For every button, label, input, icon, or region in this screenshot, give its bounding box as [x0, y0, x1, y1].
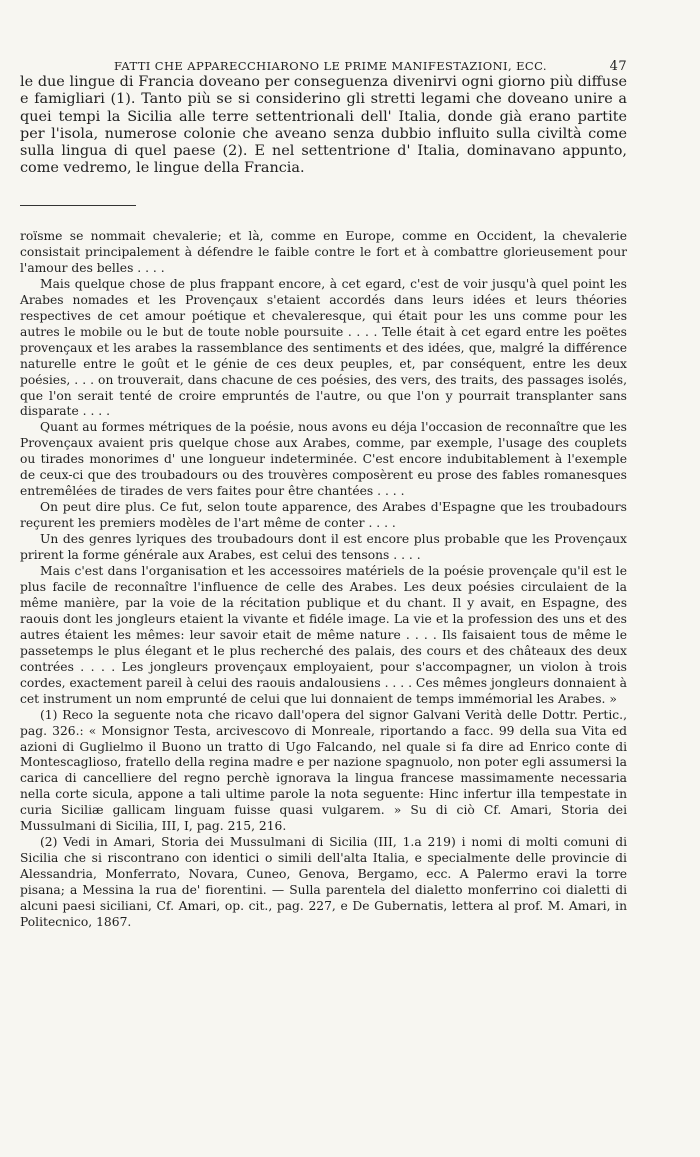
- quote-paragraph: Mais quelque chose de plus frappant encore, à cet egard, c'est de voir jusqu'à quel point les Arabes nomades et les Provençaux s'etaient accordés dans leurs idées et leurs théories respectives de cet amour poétique et chevaleresque, qui était pour les uns comme pour les autres le mobile ou le but de toute noble poursuite . . . . Telle était à cet egard entre les poëtes provençaux et les arabes la rassemblance des sentiments et des idées, que, malgré la différence naturelle entre le goût et le génie de ces deux peuples, et, par conséquent, entre les deux poésies, . . . on trouverait, dans chacune de ces poésies, des vers, des traits, des passages isolés, que l'on serait tenté de croire empruntés de l'autre, ou que l'on y pourrait transplanter sans disparate . . . .: [20, 276, 627, 419]
- footnote-1: (1) Reco la seguente nota che ricavo dall'opera del signor Galvani Verità delle Dottr. Pertic., pag. 326.: « Monsignor Testa, arcivescovo di Monreale, riportando a facc. 99 della sua Vita ed azioni di Guglielmo il Buono un tratto di Ugo Falcando, nel quale si fa dire ad Enrico conte di Montescaglioso, fratello della regina madre e per nazione spagnuolo, non poter egli assumersi la carica di cancelliere del regno perchè ignorava la lingua francese massimamente necessaria nella corte sicula, appone a tali ultime parole la nota seguente: Hinc infertur illa tempestate in curia Siciliæ gallicam linguam fuisse quasi vulgarem. » Su di ciò Cf. Amari, Storia dei Mussulmani di Sicilia, III, I, pag. 215, 216.: [20, 707, 627, 834]
- quote-paragraph: Mais c'est dans l'organisation et les accessoires matériels de la poésie provençale qu'il est le plus facile de reconnaître l'influence de celle des Arabes. Les deux poésies circulaient de la même manière, par la voie de la récitation publique et du chant. Il y avait, en Espagne, des raouis dont les jongleurs etaient la vivante et fidéle image. La vie et la profession des uns et des autres étaient les mêmes: leur savoir etait de même nature . . . . Ils faisaient tous de même le passetemps le plus élegant et le plus recherché des palais, des cours et des châteaux des deux contrées . . . . Les jongleurs provençaux employaient, pour s'accompagner, un violon à trois cordes, exactement pareil à celui des raouis andalousiens . . . . Ces mêmes jongleurs donnaient à cet instrument un nom emprunté de celui que lui donnaient de temps immémorial les Arabes. »: [20, 564, 627, 706]
- footnotes-block: [20, 229, 627, 931]
- running-title: FATTI CHE APPARECCHIARONO LE PRIME MANIFESTAZIONI, ECC.: [114, 59, 547, 73]
- quote-paragraph: Un des genres lyriques des troubadours dont il est encore plus probable que les Provençaux prirent la forme générale aux Arabes, est celui des tensons . . . .: [20, 532, 627, 563]
- page-number: 47: [609, 59, 627, 74]
- quote-paragraph: On peut dire plus. Ce fut, selon toute apparence, des Arabes d'Espagne que les troubadours reçurent les premiers modèles de l'art même de conter . . . .: [20, 500, 627, 531]
- main-paragraph: le due lingue di Francia doveano per conseguenza divenirvi ogni giorno più diffuse e famigliari (1). Tanto più se si considerino gli stretti legami che doveano unire a quei tempi la Sicilia alle terre settentrionali dell' Italia, donde già erano partite per l'isola, numerose colonie che aveano senza dubbio influito sulla civiltà come sulla lingua di quel paese (2). E nel settentrione d' Italia, dominavano appunto, come vedremo, le lingue della Francia.: [20, 74, 627, 177]
- quote-paragraph: Quant au formes métriques de la poésie, nous avons eu déja l'occasion de reconnaître que les Provençaux avaient pris quelque chose aux Arabes, comme, par exemple, l'usage des couplets ou tirades monorimes d' une longueur indeterminée. C'est encore indubitablement à l'exemple de ceux-ci que des troubadours ou des trouvères composèrent eu prose des fables romanesques entremêlées de tirades de vers faites pour être chantées . . . .: [20, 420, 627, 499]
- footnote-2: (2) Vedi in Amari, Storia dei Mussulmani di Sicilia (III, 1.a 219) i nomi di molti comuni di Sicilia che si riscontrano con identici o simili dell'alta Italia, e specialmente delle provincie di Alessandria, Monferrato, Novara, Cuneo, Genova, Bergamo, ecc. A Palermo eravi la torre pisana; a Messina la rua de' fiorentini. — Sulla parentela del dialetto monferrino coi dialetti di alcuni paesi siciliani, Cf. Amari, op. cit., pag. 227, e De Gubernatis, lettera al prof. M. Amari, in Politecnico, 1867.: [20, 835, 627, 929]
- footnote-separator: [20, 205, 136, 206]
- quote-paragraph: roïsme se nommait chevalerie; et là, comme en Europe, comme en Occident, la chevalerie consistait principalement à défendre le faible contre le fort et à combattre glorieusement pour l'amour des belles . . . .: [20, 229, 627, 275]
- main-text-block: [20, 74, 627, 178]
